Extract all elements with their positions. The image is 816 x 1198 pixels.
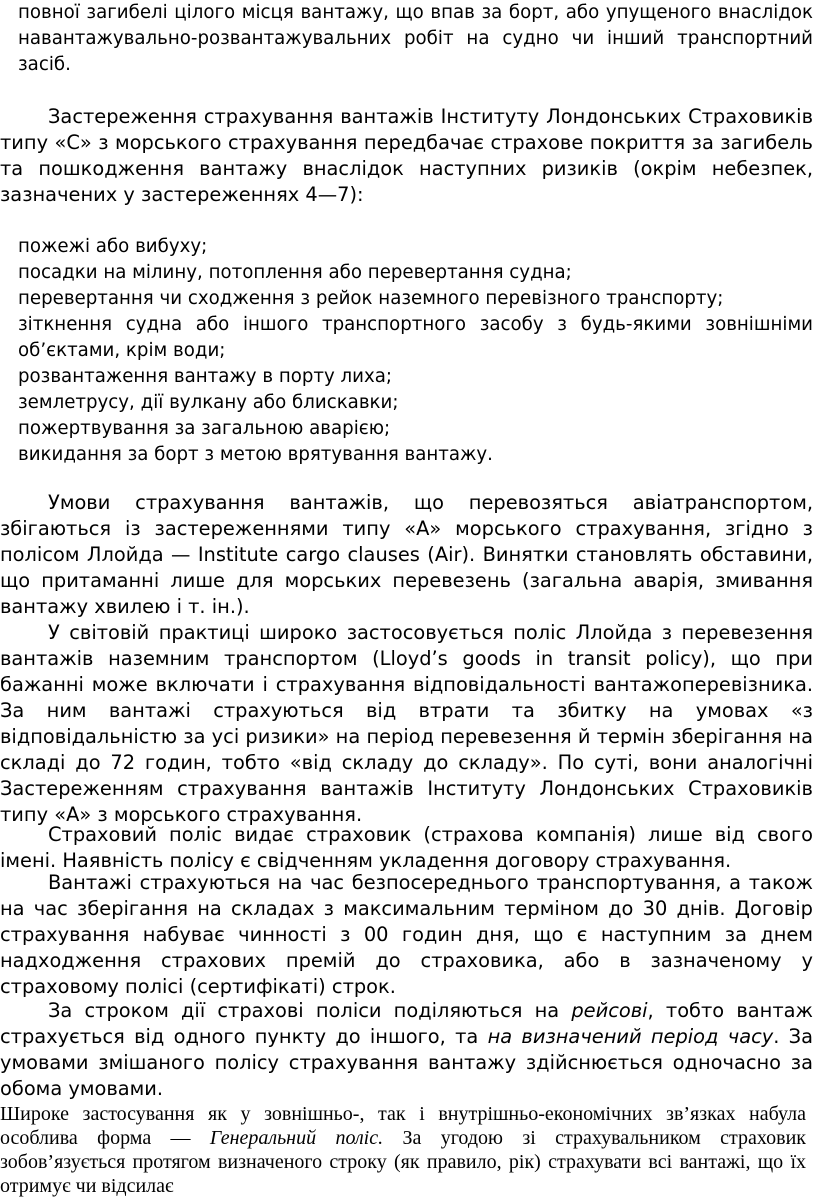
term-text-1: За строком дії страхові поліси поділяються на xyxy=(48,999,572,1022)
general-text-1: Широке застосування як у зовнішньо-, так і внутрішньо-економічних зв’язках набула особлива форма — xyxy=(0,1103,806,1149)
policy-paragraph: Страховий поліс видає страховик (страхова компанія) лише від свого імені. Наявність полісу є свідченням укладення договору страхування. xyxy=(0,823,813,872)
list-item: пожежі або вибуху; xyxy=(18,236,208,257)
intro-paragraph: Застереження страхування вантажів Інституту Лондонських Страховиків типу «С» з морського страхування передбачає страхове покриття за загибель та пошкодження вантажу внаслідок наступних ризиків (окрім небезпек, зазначених у застереженнях 4—7): xyxy=(0,105,813,206)
list-item: посадки на мілину, потоплення або перевертання судна; xyxy=(18,262,572,283)
risk-list xyxy=(18,234,813,468)
term-italic-2: на визначений період часу xyxy=(487,1025,774,1048)
list-item: пожертвування за загальною аварією; xyxy=(18,418,391,439)
list-item: перевертання чи сходження з рейок наземного перевізного транспорту; xyxy=(18,288,724,309)
period-paragraph: Вантажі страхуються на час безпосереднього транспортування, а також на час зберігання на складах з максимальним терміном до 30 днів. Договір страхування набуває чинності з 00 годин дня, що є наступним за днем надходження страхових премій до страховика, або в зазначеному у страховому полісі (сертифікаті) строк. xyxy=(0,871,813,998)
general-text-2: За угодою зі страхувальником страховик зобов’язується протягом визначеного строку (як правило, рік) страхувати всі вантажі, що їх отримує чи відсилає xyxy=(0,1127,807,1197)
list-item: зіткнення судна або іншого транспортного засобу з будь-якими зовнішніми об’єктами, крім води; xyxy=(18,314,813,361)
list-item: розвантаження вантажу в порту лиха; xyxy=(18,366,393,387)
term-text-3: . За умовами змішаного полісу страхування вантажу здійснюється одночасно за обома умовами. xyxy=(0,1025,813,1100)
term-italic-1: рейсові xyxy=(571,999,648,1022)
land-paragraph: У світовій практиці широко застосовується поліс Ллойда з перевезення вантажів наземним транспортом (Lloyd’s goods in transit policy), що при бажанні може включати і страхування відповідальності вантажоперевізника. За ним вантажі страхуються від втрати та збитку на умовах «з відповідальністю за усі ризики» на період перевезення й термін зберігання на складі до 72 годин, тобто «від складу до складу». По суті, вони аналогічні Застереженням страхування вантажів Інституту Лондонських Страховиків типу «А» з морського страхування. xyxy=(0,621,813,826)
term-text-2: , тобто вантаж страхується від одного пункту до іншого, та xyxy=(0,999,813,1048)
list-item: викидання за борт з метою врятування вантажу. xyxy=(18,444,493,465)
top-fragment-paragraph: повної загибелі цілого місця вантажу, що впав за борт, або упущеного внаслідок навантажувально-розвантажувальних робіт на судно чи інший транспортний засіб. xyxy=(18,2,813,75)
general-paragraph xyxy=(0,1102,806,1198)
list-item: землетрусу, дії вулкану або блискавки; xyxy=(18,392,399,413)
term-paragraph xyxy=(0,998,813,1102)
air-paragraph: Умови страхування вантажів, що перевозяться авіатранспортом, збігаються із застереженнями типу «А» морського страхування, згідно з полісом Ллойда — Institute cargo clauses (Air). Винятки становлять обставини, що притаманні лише для морських перевезень (загальна аварія, змивання вантажу хвилею і т. ін.). xyxy=(0,491,813,618)
general-italic: Генеральний поліс. xyxy=(209,1127,384,1149)
